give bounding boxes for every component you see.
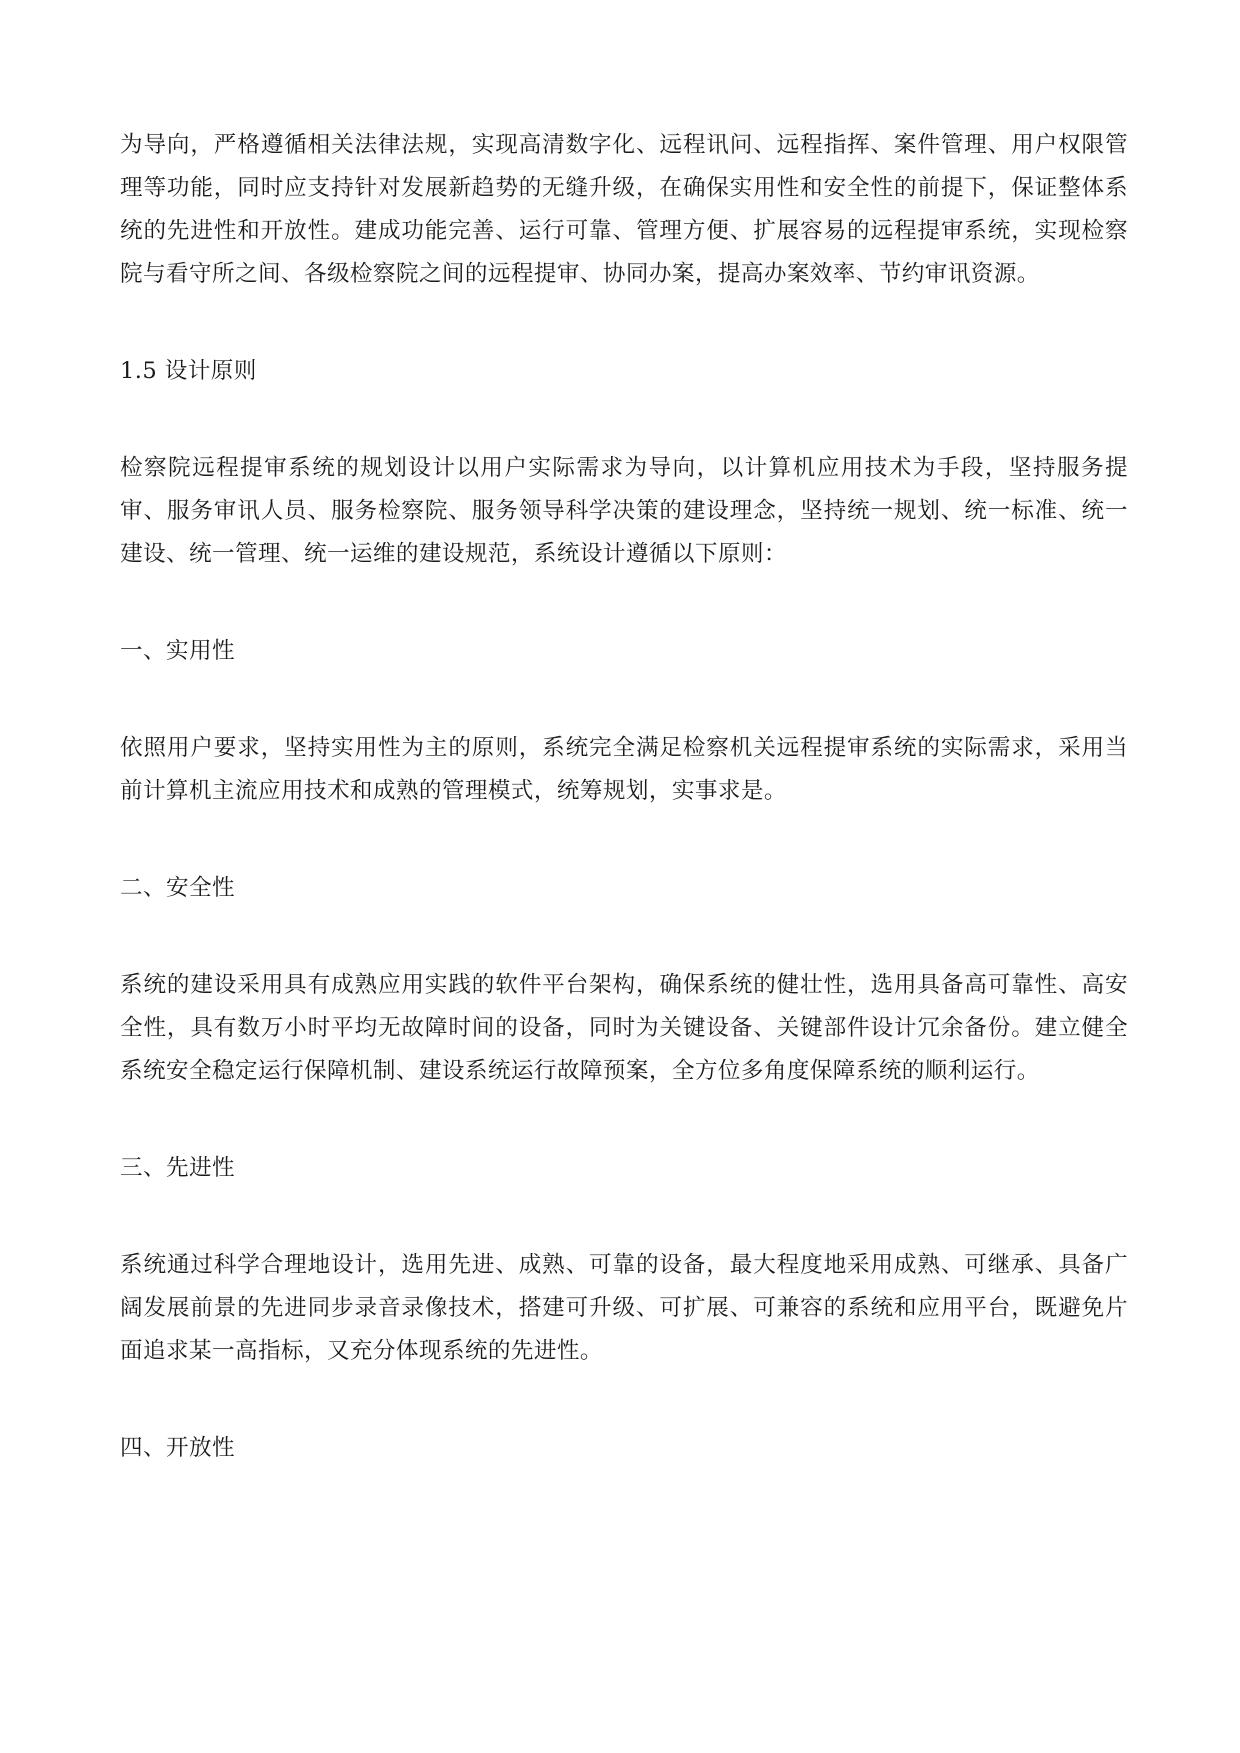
heading-advancement: 三、先进性 [120,1155,235,1181]
heading-openness: 四、开放性 [120,1435,235,1461]
paragraph-practicality: 依照用户要求，坚持实用性为主的原则，系统完全满足检察机关远程提审系统的实际需求，采用当前计算机主流应用技术和成熟的管理模式，统筹规划，实事求是。 [120,735,1128,804]
paragraph-design-principles: 检察院远程提审系统的规划设计以用户实际需求为导向，以计算机应用技术为手段，坚持服务提审、服务审讯人员、服务检察院、服务领导科学决策的建设理念，坚持统一规划、统一标准、统一建设、统一管理、统一运维的建设规范，系统设计遵循以下原则： [120,455,1128,567]
paragraph-intro-continued: 为导向，严格遵循相关法律法规，实现高清数字化、远程讯问、远程指挥、案件管理、用户权限管理等功能，同时应支持针对发展新趋势的无缝升级，在确保实用性和安全性的前提下，保证整体系统的先进性和开放性。建成功能完善、运行可靠、管理方便、扩展容易的远程提审系统，实现检察院与看守所之间、各级检察院之间的远程提审、协同办案，提高办案效率、节约审讯资源。 [120,132,1128,287]
paragraph-advancement: 系统通过科学合理地设计，选用先进、成熟、可靠的设备，最大程度地采用成熟、可继承、具备广阔发展前景的先进同步录音录像技术，搭建可升级、可扩展、可兼容的系统和应用平台，既避免片面追求某一高指标，又充分体现系统的先进性。 [120,1252,1128,1364]
heading-security: 二、安全性 [120,875,235,901]
paragraph-security: 系统的建设采用具有成熟应用实践的软件平台架构，确保系统的健壮性，选用具备高可靠性、高安全性，具有数万小时平均无故障时间的设备，同时为关键设备、关键部件设计冗余备份。建立健全系统安全稳定运行保障机制、建设系统运行故障预案，全方位多角度保障系统的顺利运行。 [120,972,1128,1084]
heading-practicality: 一、实用性 [120,638,235,664]
section-heading-design-principles: 1.5 设计原则 [120,358,257,384]
document-page [120,124,1128,1524]
